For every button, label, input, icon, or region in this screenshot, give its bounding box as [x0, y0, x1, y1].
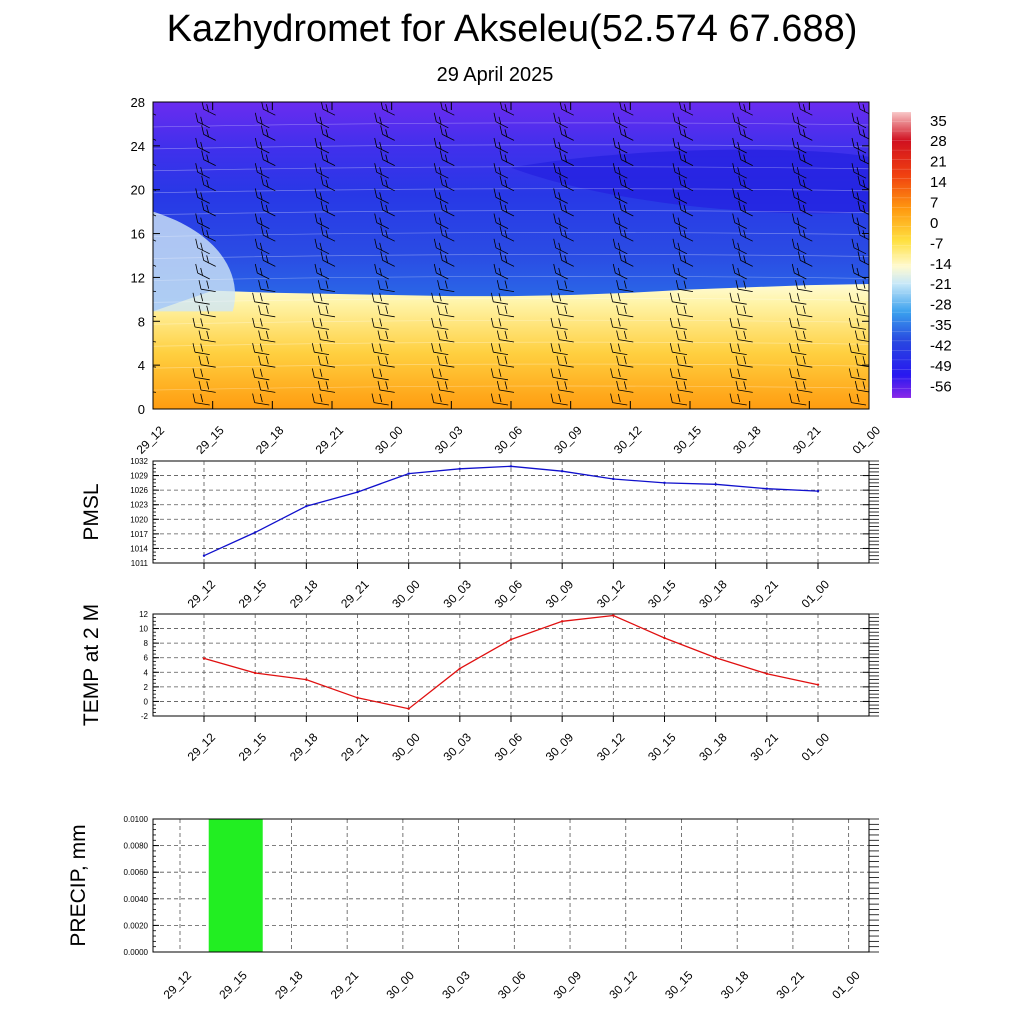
temp2m-point: [663, 637, 665, 639]
y-tick-label: 0: [143, 697, 148, 707]
colorbar-label: 0: [930, 214, 939, 232]
y-tick-label: 0.0100: [123, 815, 148, 824]
colorbar-label: -28: [930, 296, 952, 314]
x-tick-label: 30_06: [491, 730, 526, 764]
x-tick-label: 30_21: [789, 423, 824, 457]
x-tick-label: 29_12: [160, 968, 195, 1002]
precip-bar: [209, 819, 263, 952]
temp2m-point: [510, 638, 512, 640]
y-tick-label: 12: [130, 270, 145, 286]
y-tick-label: 0.0020: [123, 921, 148, 931]
x-tick-label: 30_06: [494, 968, 529, 1002]
pmsl-point: [766, 487, 768, 489]
y-tick-label: 4: [137, 358, 145, 374]
y-tick-label: 1011: [130, 559, 148, 568]
y-tick-label: 1032: [130, 457, 148, 466]
x-tick-label: 30_09: [542, 730, 577, 764]
pmsl-point: [561, 470, 563, 472]
y-tick-label: 16: [130, 226, 145, 242]
pmsl-point: [356, 491, 358, 493]
x-tick-label: 30_03: [431, 423, 466, 457]
x-tick-label: 30_21: [773, 968, 808, 1002]
y-tick-label: 8: [137, 314, 145, 330]
x-tick-label: 29_15: [193, 423, 227, 457]
x-tick-label: 30_15: [645, 577, 679, 611]
temp2m-point: [254, 672, 256, 674]
colorbar-label: 14: [930, 174, 947, 192]
temp2m-point: [714, 657, 716, 659]
x-tick-label: 29_18: [286, 577, 321, 611]
x-tick-label: 30_15: [645, 730, 679, 764]
x-tick-label: 29_21: [312, 423, 347, 457]
x-tick-label: 29_15: [235, 577, 270, 611]
x-tick-label: 29_12: [184, 577, 219, 611]
wind-barb: [133, 343, 150, 354]
pmsl-point: [714, 483, 716, 485]
temp2m-point: [612, 614, 614, 616]
temp2m-point: [459, 667, 461, 669]
x-tick-label: 30_18: [696, 577, 730, 611]
y-tick-label: 1023: [130, 500, 148, 510]
colorbar-label: -35: [930, 317, 952, 335]
x-tick-label: 30_00: [389, 730, 423, 764]
y-tick-label: 24: [130, 138, 145, 154]
pmsl-point: [510, 465, 512, 467]
temp2m-point: [356, 697, 358, 699]
y-tick-label: 20: [130, 182, 145, 198]
x-tick-label: 29_18: [286, 730, 321, 764]
x-tick-label: 30_09: [542, 577, 577, 611]
x-tick-label: 30_12: [606, 968, 640, 1002]
y-tick-label: 2: [143, 682, 148, 692]
temp2m-point: [766, 673, 768, 675]
temp2m-point: [305, 678, 307, 680]
x-tick-label: 30_18: [730, 423, 764, 457]
x-tick-label: 30_15: [662, 968, 696, 1002]
x-tick-label: 30_03: [440, 730, 474, 764]
pmsl-point: [407, 472, 409, 474]
cross-section-plot: [130, 100, 872, 409]
pmsl-point: [663, 482, 665, 484]
wind-barb: [136, 163, 150, 178]
x-tick-label: 01_00: [798, 577, 833, 611]
colorbar-label: -56: [930, 378, 952, 396]
colorbar-label: -21: [930, 276, 952, 294]
page-title: Kazhydromet for Akseleu(52.574 67.688): [166, 8, 858, 50]
x-tick-label: 30_00: [389, 577, 423, 611]
colorbar-label: 7: [930, 194, 939, 212]
y-tick-label: 0.0040: [123, 894, 148, 904]
y-tick-label: 28: [130, 95, 145, 110]
colorbar-label: 35: [930, 112, 947, 130]
pmsl-point: [459, 468, 461, 470]
x-tick-label: 30_15: [670, 423, 705, 457]
x-tick-label: 01_00: [849, 423, 884, 457]
y-tick-label: 1017: [130, 529, 148, 539]
x-tick-label: 30_03: [440, 577, 474, 611]
x-tick-label: 30_03: [439, 968, 473, 1002]
x-tick-label: 01_00: [829, 968, 863, 1002]
y-tick-label: 0.0080: [123, 841, 148, 851]
y-tick-label: 0: [137, 402, 145, 417]
x-tick-label: 29_12: [184, 730, 219, 764]
x-tick-label: 30_21: [747, 577, 781, 611]
x-tick-label: 30_18: [717, 968, 752, 1002]
y-tick-label: 1026: [130, 486, 148, 496]
x-tick-label: 30_21: [747, 730, 781, 764]
pmsl-point: [305, 505, 307, 507]
x-tick-label: 30_00: [372, 423, 406, 457]
colorbar-label: -42: [930, 337, 952, 355]
colorbar-label: 21: [930, 153, 947, 171]
x-tick-label: 29_12: [133, 423, 168, 457]
colorbar-label: -7: [930, 235, 944, 253]
x-tick-label: 30_12: [593, 730, 628, 764]
y-tick-label: 10: [139, 624, 148, 634]
x-tick-label: 29_21: [327, 968, 362, 1002]
precip-ylabel: PRECIP, mm: [67, 824, 90, 947]
y-tick-label: 4: [143, 668, 148, 678]
x-tick-label: 29_21: [338, 730, 372, 764]
x-tick-label: 29_15: [235, 730, 270, 764]
colorbar-label: -14: [930, 255, 952, 273]
y-tick-label: 12: [139, 610, 148, 619]
temp2m-point: [407, 708, 409, 710]
pmsl-point: [203, 555, 205, 557]
pmsl-ylabel: PMSL: [80, 483, 103, 541]
wind-barb: [136, 113, 150, 128]
y-tick-label: 0.0060: [123, 868, 148, 878]
x-tick-label: 30_12: [610, 423, 645, 457]
y-tick-label: 6: [143, 653, 148, 663]
temp2m-ylabel: TEMP at 2 M: [80, 603, 103, 727]
x-tick-label: 30_09: [550, 968, 585, 1002]
x-tick-label: 30_12: [593, 577, 628, 611]
pmsl-point: [254, 531, 256, 533]
y-tick-label: -2: [140, 712, 148, 721]
y-tick-label: 1020: [130, 515, 148, 525]
x-tick-label: 29_18: [272, 968, 306, 1002]
x-tick-label: 30_18: [696, 730, 730, 764]
temp2m-point: [203, 657, 205, 659]
temp2m-point: [817, 683, 819, 685]
pmsl-point: [817, 490, 819, 492]
x-tick-label: 30_00: [383, 968, 418, 1002]
y-tick-label: 1029: [130, 471, 148, 481]
date-subtitle: 29 April 2025: [436, 64, 554, 86]
x-tick-label: 29_21: [338, 577, 372, 611]
x-tick-label: 29_18: [252, 423, 287, 457]
x-tick-label: 30_09: [551, 423, 585, 457]
colorbar-label: -49: [930, 357, 952, 375]
y-tick-label: 0.0000: [123, 948, 148, 957]
temp2m-point: [561, 620, 563, 622]
x-tick-label: 29_15: [216, 968, 250, 1002]
x-tick-label: 30_06: [491, 423, 526, 457]
pmsl-point: [612, 478, 614, 480]
colorbar-label: 28: [930, 133, 947, 151]
y-tick-label: 1014: [130, 544, 148, 554]
wind-barb: [133, 293, 150, 304]
x-tick-label: 30_06: [491, 577, 526, 611]
y-tick-label: 8: [143, 639, 148, 649]
x-tick-label: 01_00: [798, 730, 833, 764]
